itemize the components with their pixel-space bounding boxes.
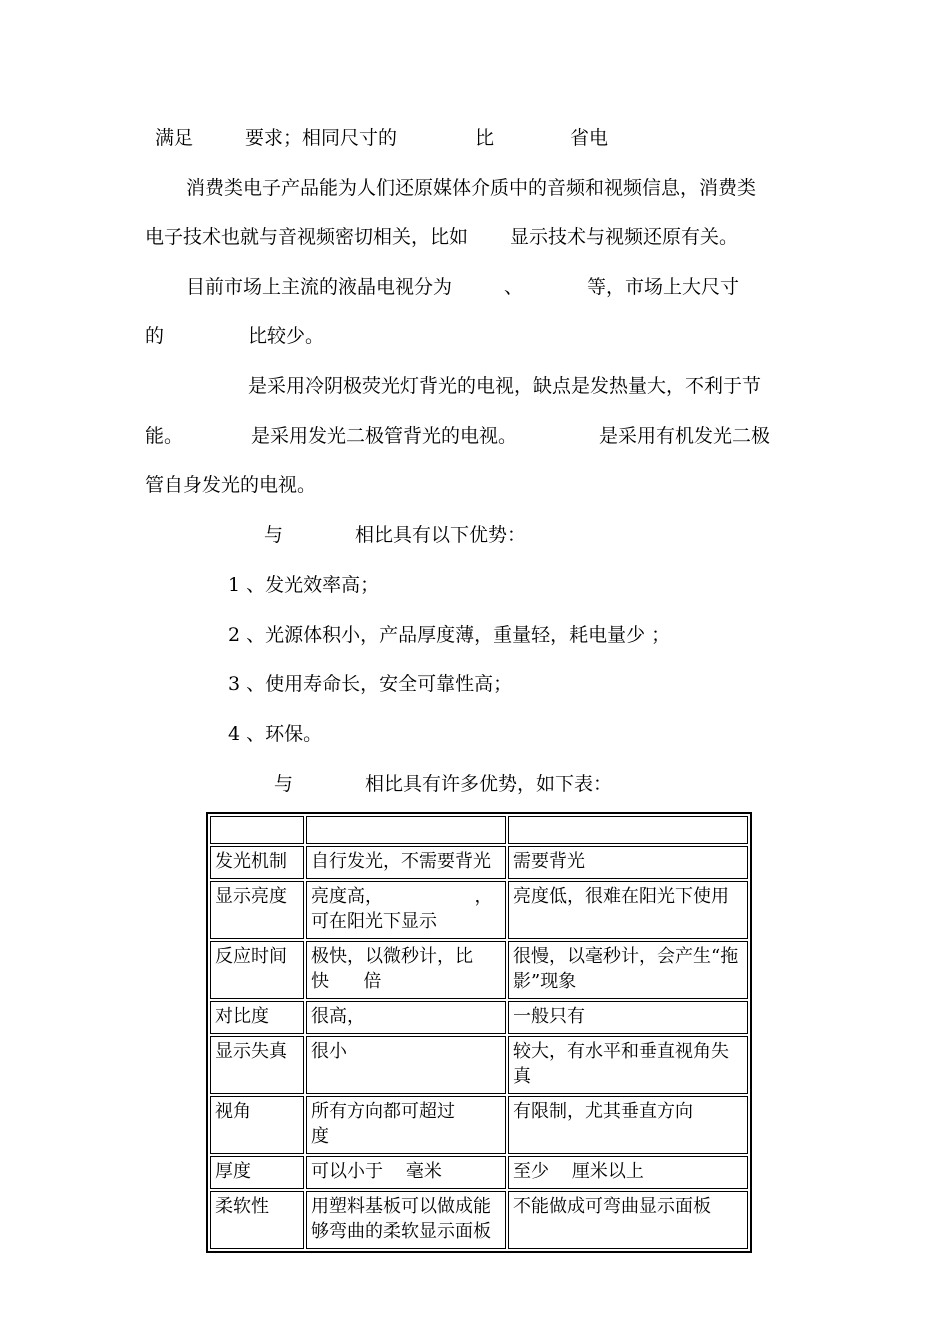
text-run: 比较少。 — [248, 325, 325, 347]
text-run: 是采用发光二极管背光的电视。 — [251, 425, 518, 447]
table-cell: 视角 — [210, 1096, 304, 1154]
table-cell: 厚度 — [210, 1156, 304, 1189]
text-run: 与 — [264, 524, 284, 546]
text-run: 等，市场上大尺寸 — [587, 276, 740, 298]
list-item: 4 、环保。 — [228, 723, 323, 745]
table-row — [210, 881, 748, 939]
paragraph-3-line-2 — [145, 324, 324, 348]
paragraph-2-line-1: 消费类电子产品能为人们还原媒体介质中的音频和视频信息，消费类 — [186, 177, 757, 199]
table-cell: 亮度高， ，可在阳光下显示 — [306, 881, 506, 939]
list-item: 2 、光源体积小，产品厚度薄，重量轻，耗电量少 ； — [228, 624, 671, 646]
text-run: 省电 — [570, 127, 609, 149]
table-cell: 需要背光 — [508, 846, 748, 879]
table-header-row — [210, 816, 748, 844]
text-run: 比 — [475, 127, 495, 149]
table-cell: 可以小于 毫米 — [306, 1156, 506, 1189]
table-row — [210, 1036, 748, 1094]
table-cell — [210, 816, 304, 844]
text-run: 显示技术与视频还原有关。 — [510, 226, 739, 248]
text-run: 目前市场上主流的液晶电视分为 — [186, 276, 453, 298]
comparison-table — [206, 812, 752, 1253]
table-cell: 很小 — [306, 1036, 506, 1094]
text-run: 与 — [274, 773, 294, 795]
table-cell: 反应时间 — [210, 941, 304, 999]
table-row — [210, 846, 748, 879]
table-cell: 一般只有 — [508, 1001, 748, 1034]
table-cell: 柔软性 — [210, 1191, 304, 1249]
text-run: 满足 — [155, 127, 194, 149]
table-cell: 亮度低，很难在阳光下使用 — [508, 881, 748, 939]
text-run: 要求；相同尺寸的 — [245, 127, 398, 149]
text-run: 相比具有以下优势： — [355, 524, 527, 546]
paragraph-1 — [155, 126, 608, 150]
table-cell: 极快，以微秒计，比 快 倍 — [306, 941, 506, 999]
table-cell: 显示亮度 — [210, 881, 304, 939]
table-row — [210, 1191, 748, 1249]
paragraph-5 — [264, 523, 526, 547]
text-run: 、 — [504, 276, 524, 298]
list-item: 1 、发光效率高； — [228, 574, 380, 596]
table-cell: 用塑料基板可以做成能够弯曲的柔软显示面板 — [306, 1191, 506, 1249]
paragraph-6 — [274, 772, 612, 796]
table-cell: 所有方向都可超过 度 — [306, 1096, 506, 1154]
paragraph-2-line-2 — [145, 225, 738, 249]
table-cell: 至少 厘米以上 — [508, 1156, 748, 1189]
text-run: 电子技术也就与音视频密切相关，比如 — [145, 226, 469, 248]
table-cell: 显示失真 — [210, 1036, 304, 1094]
text-run: 是采用有机发光二极 — [599, 425, 771, 447]
table-cell — [306, 816, 506, 844]
table-row — [210, 1156, 748, 1189]
table-cell: 有限制，尤其垂直方向 — [508, 1096, 748, 1154]
table-row — [210, 1096, 748, 1154]
table-cell: 很慢，以毫秒计，会产生“拖影”现象 — [508, 941, 748, 999]
paragraph-4-line-1: 是采用冷阴极荧光灯背光的电视，缺点是发热量大，不利于节 — [248, 375, 762, 397]
paragraph-4-line-3: 管自身发光的电视。 — [145, 474, 317, 496]
paragraph-3-line-1 — [186, 275, 739, 299]
table-row — [210, 941, 748, 999]
table-cell: 较大，有水平和垂直视角失真 — [508, 1036, 748, 1094]
table-row — [210, 1001, 748, 1034]
table-cell — [508, 816, 748, 844]
table-cell: 发光机制 — [210, 846, 304, 879]
table-cell: 自行发光，不需要背光 — [306, 846, 506, 879]
text-run: 相比具有许多优势，如下表： — [365, 773, 613, 795]
table-cell: 不能做成可弯曲显示面板 — [508, 1191, 748, 1249]
table-cell: 对比度 — [210, 1001, 304, 1034]
text-run: 能。 — [145, 425, 184, 447]
paragraph-4-line-2 — [145, 424, 770, 448]
table-cell: 很高， — [306, 1001, 506, 1034]
list-item: 3 、使用寿命长，安全可靠性高； — [228, 673, 513, 695]
text-run: 的 — [145, 325, 165, 347]
